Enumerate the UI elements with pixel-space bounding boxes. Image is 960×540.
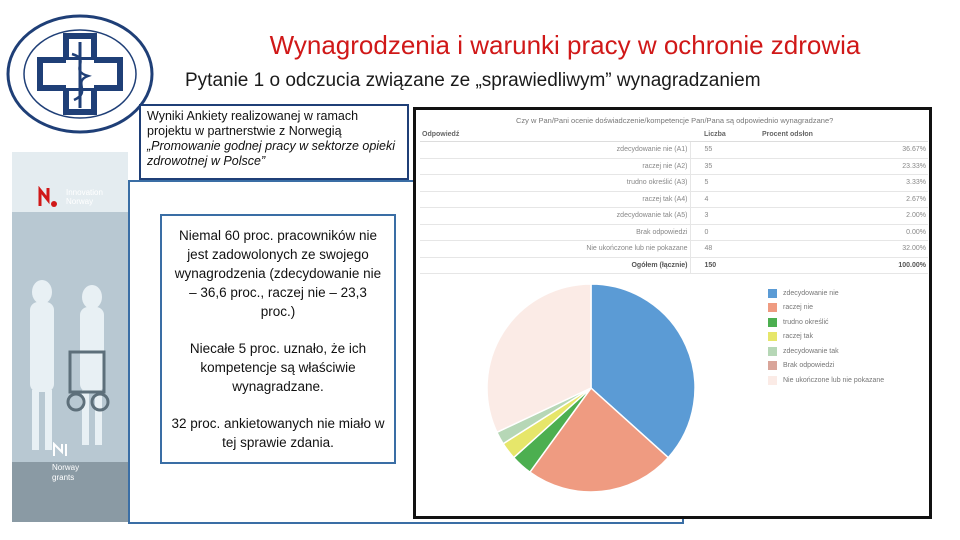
percent-cell: 36.67% <box>760 142 928 159</box>
legend-item <box>768 359 884 374</box>
percent-cell: 3.33% <box>760 175 928 192</box>
header-answer: Odpowiedź <box>420 128 690 142</box>
legend-item <box>768 344 884 359</box>
innovation-norway-logo-icon <box>38 186 110 208</box>
summary-box <box>160 214 396 464</box>
answer-cell: zdecydowanie nie (A1) <box>420 142 690 159</box>
answer-cell: zdecydowanie tak (A5) <box>420 208 690 225</box>
legend-label: trudno określić <box>783 318 829 326</box>
norway-grants-logo-icon <box>52 442 92 483</box>
total-label-cell: Ogółem (łącznie) <box>420 257 690 274</box>
legend-swatch <box>768 303 777 312</box>
answer-cell: Nie ukończone lub nie pokazane <box>420 241 690 258</box>
legend-label: raczej nie <box>783 304 813 312</box>
legend-item <box>768 315 884 330</box>
percent-cell: 0.00% <box>760 224 928 241</box>
medical-union-logo-icon <box>2 12 158 136</box>
count-cell: 4 <box>690 191 760 208</box>
legend-swatch <box>768 289 777 298</box>
legend-swatch <box>768 376 777 385</box>
legend-swatch <box>768 332 777 341</box>
legend-item <box>768 286 884 301</box>
note-text: Wyniki Ankiety realizowanej w ramach projektu w partnerstwie z Norwegią <box>147 109 359 138</box>
innovation-norway-label: Innovation Norway <box>66 188 103 206</box>
chart-legend <box>768 286 884 388</box>
summary-paragraph-1: Niemal 60 proc. pracowników nie jest zadowolonych ze swojego wynagrodzenia (zdecydowanie nie – 36,6 proc., raczej nie – 23,3 proc.) <box>174 228 382 319</box>
count-cell: 35 <box>690 158 760 175</box>
legend-label: zdecydowanie nie <box>783 289 839 297</box>
legend-swatch <box>768 347 777 356</box>
hospital-photo <box>12 152 128 522</box>
page-subtitle: Pytanie 1 o odczucia związane ze „sprawiedliwym” wynagradzaniem <box>185 70 761 91</box>
summary-paragraph-3: 32 proc. ankietowanych nie miało w tej sprawie zdania. <box>171 416 385 450</box>
project-name: „Promowanie godnej pracy w sektorze opieki zdrowotnej w Polsce” <box>147 139 396 168</box>
answer-cell: raczej nie (A2) <box>420 158 690 175</box>
survey-results-panel <box>413 107 932 519</box>
count-cell: 48 <box>690 241 760 258</box>
survey-question: Czy w Pan/Pani ocenie doświadczenie/kompetencje Pan/Pana są odpowiednio wynagradzane? <box>516 116 834 125</box>
header-percent: Procent odsłon <box>760 128 928 142</box>
legend-item <box>768 330 884 345</box>
legend-label: Nie ukończone lub nie pokazane <box>783 376 885 384</box>
percent-cell: 2.67% <box>760 191 928 208</box>
answer-cell: trudno określić (A3) <box>420 175 690 192</box>
survey-source-note <box>139 104 409 180</box>
percent-cell: 2.00% <box>760 208 928 225</box>
legend-swatch <box>768 318 777 327</box>
total-count-cell: 150 <box>690 257 760 274</box>
legend-item <box>768 301 884 316</box>
total-percent-cell: 100.00% <box>760 257 928 274</box>
legend-label: raczej tak <box>783 333 813 341</box>
legend-label: Brak odpowiedzi <box>783 362 835 370</box>
answer-cell: Brak odpowiedzi <box>420 224 690 241</box>
header-count: Liczba <box>690 128 760 142</box>
summary-paragraph-2: Niecałe 5 proc. uznało, że ich kompetencje są właściwie wynagradzane. <box>189 341 367 394</box>
norway-grants-label: Norway grants <box>52 463 80 482</box>
legend-item <box>768 373 884 388</box>
count-cell: 5 <box>690 175 760 192</box>
answer-cell: raczej tak (A4) <box>420 191 690 208</box>
count-cell: 0 <box>690 224 760 241</box>
percent-cell: 32.00% <box>760 241 928 258</box>
legend-swatch <box>768 361 777 370</box>
count-cell: 3 <box>690 208 760 225</box>
page-title: Wynagrodzenia i warunki pracy w ochronie zdrowia <box>269 30 861 60</box>
count-cell: 55 <box>690 142 760 159</box>
legend-label: zdecydowanie tak <box>783 347 839 355</box>
percent-cell: 23.33% <box>760 158 928 175</box>
